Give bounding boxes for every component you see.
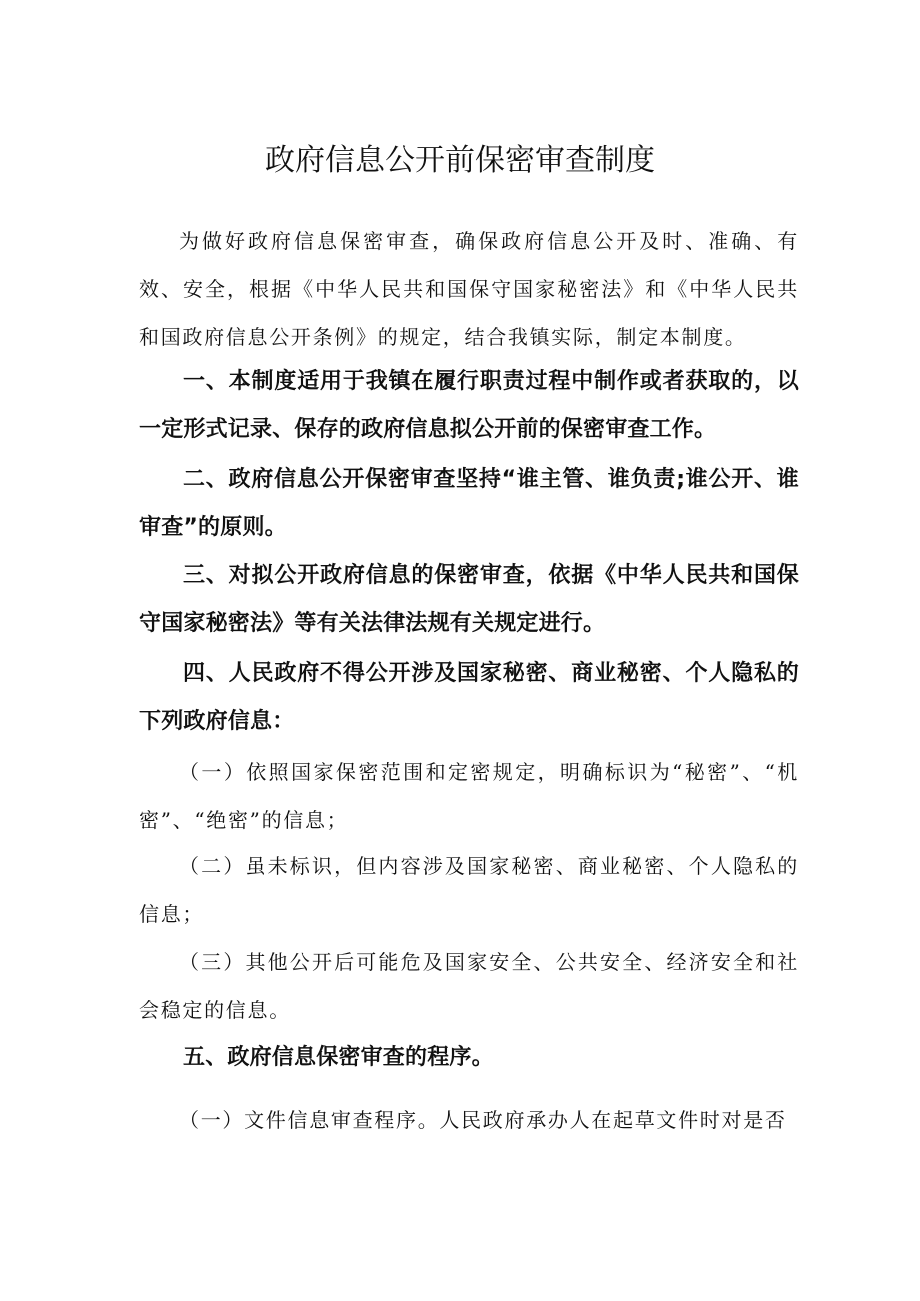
paragraph-article-3: 三、对拟公开政府信息的保密审查，依据《中华人民共和国保守国家秘密法》等有关法律法规有关规定进行。 bbox=[139, 563, 799, 636]
paragraph-article-2: 二、政府信息公开保密审查坚持“谁主管、谁负责;谁公开、谁审查”的原则。 bbox=[139, 467, 799, 540]
paragraph-article-5: 五、政府信息保密审查的程序。 bbox=[183, 1045, 494, 1070]
paragraph-item-5-1: （一）文件信息审查程序。人民政府承办人在起草文件时对是否 bbox=[179, 1108, 787, 1132]
paragraph-intro: 为做好政府信息保密审查，确保政府信息公开及时、准确、有效、安全，根据《中华人民共和国保守国家秘密法》和《中华人民共和国政府信息公开条例》的规定，结合我镇实际，制定本制度。 bbox=[139, 229, 799, 349]
paragraph-item-1: （一）依照国家保密范围和定密规定，明确标识为“秘密”、“机密”、“绝密”的信息； bbox=[139, 760, 799, 832]
paragraph-item-3: （三）其他公开后可能危及国家安全、公共安全、经济安全和社会稳定的信息。 bbox=[139, 950, 799, 1022]
paragraph-article-1: 一、本制度适用于我镇在履行职责过程中制作或者获取的，以一定形式记录、保存的政府信息拟公开前的保密审查工作。 bbox=[139, 369, 799, 442]
paragraph-article-4: 四、人民政府不得公开涉及国家秘密、商业秘密、个人隐私的下列政府信息： bbox=[139, 661, 799, 734]
paragraph-item-2: （二）虽未标识，但内容涉及国家秘密、商业秘密、个人隐私的信息； bbox=[139, 854, 799, 926]
document-title: 政府信息公开前保密审查制度 bbox=[265, 143, 655, 178]
